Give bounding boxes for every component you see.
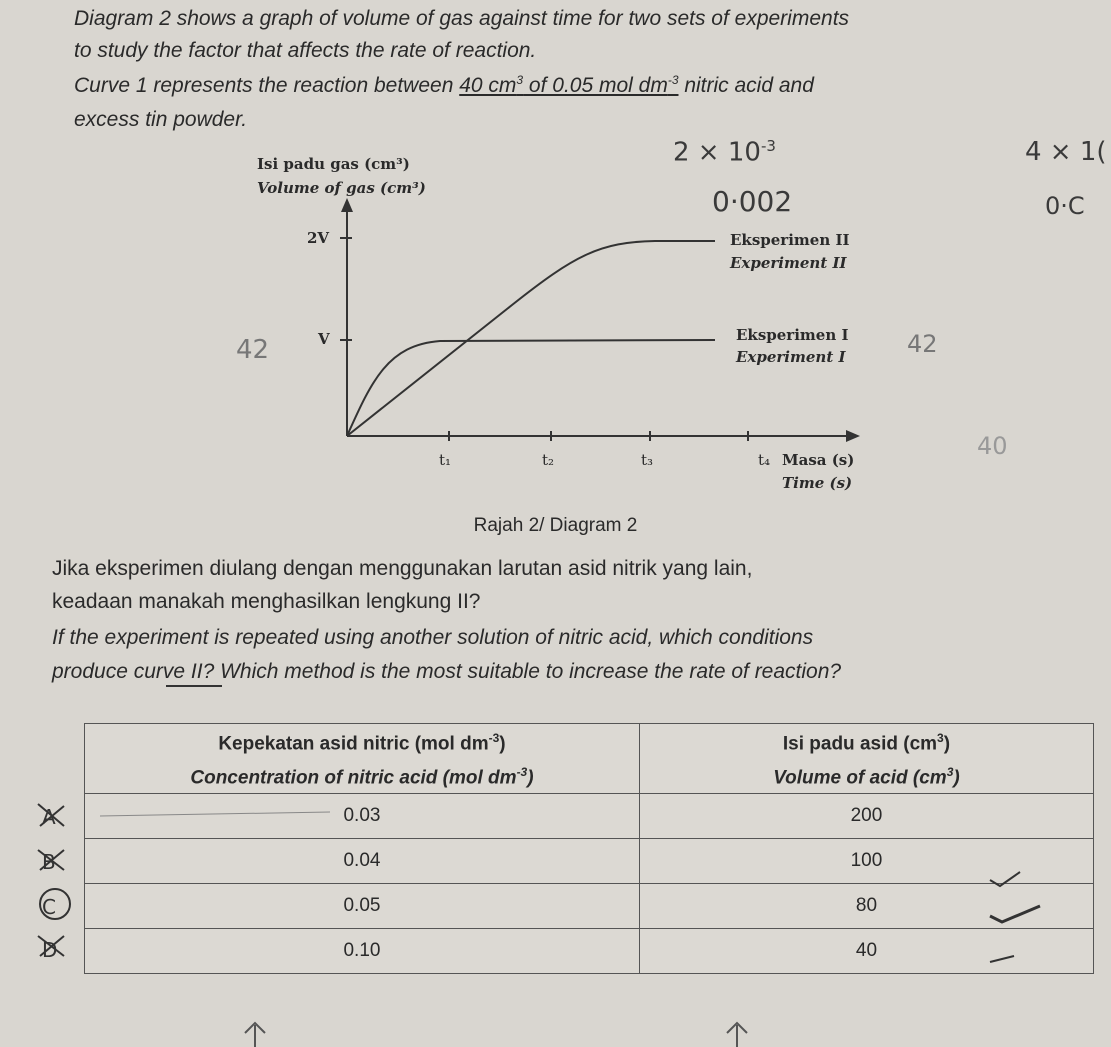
circle-mark-c [40,889,70,919]
underline-stroke-a [100,812,330,816]
option-letter-b[interactable]: B [42,850,56,874]
question-ms-line-1: Jika eksperimen diulang dengan menggunakan larutan asid nitrik yang lain, [52,557,753,580]
tick-mark-b [990,872,1020,886]
question-underline [0,680,300,692]
underlined-volume: 40 $cm^3$ of 0.05 mol $dm^{-3}$ [459,73,679,97]
intro-line-4: excess tin powder. [74,108,248,131]
handwritten-calc-2: 0·002 [712,185,793,218]
x-tick-label-t2: t₂ [542,451,555,469]
cross-mark-a [38,804,64,826]
volume-cell: 100 [639,838,1093,883]
concentration-cell: 0.04 [85,838,640,883]
arrow-up-icon [245,1023,265,1047]
x-axis-arrow [846,430,860,442]
intro-line-2: to study the factor that affects the rate of reaction. [74,39,537,62]
volume-cell: 200 [639,793,1093,838]
x-axis-label-ms: Masa (s) [782,451,855,469]
dash-mark-d [990,956,1014,962]
header-concentration: Kepekatan asid nitric (mol $dm^{-3}$) Concentration of nitric acid (mol $dm^{-3}$) [85,724,640,794]
handwritten-marks [0,790,1111,990]
option-letter-a[interactable]: A [42,805,56,829]
volume-cell: 80 [639,883,1093,928]
intro-line-1: Diagram 2 shows a graph of volume of gas against time for two sets of experiments [74,7,850,30]
question-en-line-2: produce curve II? Which method is the most suitable to increase the rate of reaction? [52,660,842,683]
intro-line-3: Curve 1 represents the reaction between 40 $cm^3$ of 0.05 mol $dm^{-3}$ nitric acid and [74,73,814,97]
y-tick-label-2v: 2V [307,229,330,247]
curve-2-label-en: Experiment II [730,254,847,272]
table-header-row [85,724,1094,794]
y-axis-arrow [341,198,353,212]
tick-mark-c [990,906,1040,922]
volume-time-graph [0,0,1111,520]
curve-1-label-en: Experiment I [736,348,846,366]
curve-experiment-2 [347,241,715,436]
handwritten-margin-right: 42 [907,330,938,358]
question-ms-line-2: keadaan manakah menghasilkan lengkung II? [52,590,481,613]
handwritten-calc-4: 0·C [1045,192,1085,220]
x-tick-label-t1: t₁ [439,451,452,469]
handwritten-calc-3: 4 × 1( [1025,137,1107,167]
diagram-caption: Rajah 2/ Diagram 2 [473,515,638,536]
handwritten-margin-far: 40 [977,432,1008,460]
option-letter-c[interactable]: C [42,895,56,919]
handwritten-calc-1: $2 \times 10^{-3}$ [673,137,776,168]
y-axis-label-ms: Isi padu gas (cm³) [257,155,410,173]
header-volume: Isi padu asid $(cm^3)$ Volume of acid $(cm^3)$ [639,724,1093,794]
concentration-cell: 0.03 [85,793,640,838]
y-axis-label-en: Volume of gas (cm³) [257,179,426,197]
option-letter-d[interactable]: D [42,938,58,962]
bottom-arrows [0,1017,1111,1047]
arrow-up-icon [727,1023,747,1047]
curve-1-label-ms: Eksperimen I [736,326,849,344]
concentration-cell: 0.05 [85,883,640,928]
handwritten-margin-left: 42 [236,335,270,365]
volume-cell: 40 [639,928,1093,973]
curve-2-label-ms: Eksperimen II [730,231,850,249]
x-tick-label-t3: t₃ [641,451,654,469]
cross-mark-d [38,936,64,956]
x-tick-label-t4: t₄ [758,451,771,469]
x-axis-label-en: Time (s) [782,474,853,492]
cross-mark-b [38,850,64,870]
question-en-line-1: If the experiment is repeated using another solution of nitric acid, which conditions [52,626,814,649]
y-tick-label-v: V [318,330,330,348]
curve-experiment-1 [347,340,715,436]
concentration-cell: 0.10 [85,928,640,973]
